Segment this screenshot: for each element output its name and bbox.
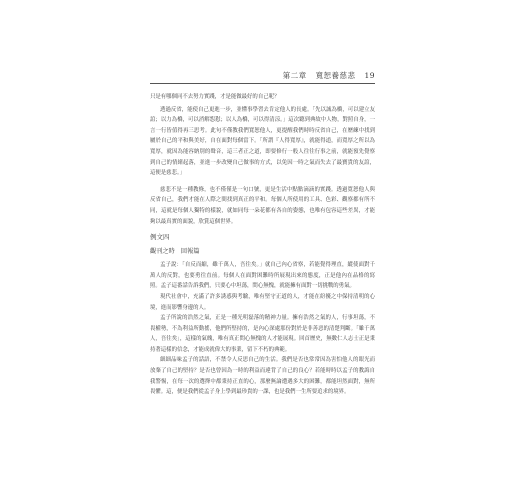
paragraph-2: 透過反省，能使自己更進一步，並懂事學習去肯定他人的長處。「先以誠為橋，可以建立友誼；以力為橋，可以消解怨懟；以人為橋，可以得清涼。」這次聽到典故中人物，對照自身，一言一行皆值得再三思考。此句不僅教我們寬恕他人，更提醒我們時時反省自己，在歷練中找到屬於自己的平和與美好，自在面對每個當下。「所謂『人得寬厚』，就能得道，而寬厚之所以為寬厚，就因為能容納別的聲音，這三者正之道，即要修行一般人往往行事之前，就能預先覺察到自己的情緒起落，並進一步改變自己做事的方式，以免因一時之氣而失去了最寶貴的友誼，這便是慈悲。」: [150, 106, 375, 177]
section-title: 例文四: [150, 233, 170, 242]
paragraph-7: 細細品味孟子的話語，不禁令人反思自己的生活。我們是否也常常因為害怕他人的眼光而放棄了自己的堅持？是否也曾因為一時的利益而違背了自己的良心？若能時時以孟子的教誨自我警惕，在每一次的選擇中都秉持正直的心，那麼無論遭遇多大的困難，都能坦然面對，無所畏懼。這，便是我們從孟子身上學到最珍貴的一課，也是我們一生所要追求的境界。: [150, 357, 375, 396]
running-header: [150, 70, 375, 81]
chapter-label: 第二章: [282, 71, 307, 80]
paragraph-3: 慈悲不是一種教條，也不僅僅是一句口號，更是生活中點點滴滴的實踐。透過寬恕他人與反省自己，我們才能在人際之間找到真正的平和。每個人所使用的工具、色彩、觀察都有所不同，這就是每個人獨特的樣貌，就如同每一朵花都有各自的姿態，也唯有包容這些差異，才能夠以最真實的面貌，欣賞這個世界。: [150, 186, 375, 225]
paragraph-1: 只是有哪個同不去努力實踐，才是能做最好的自己呢？: [150, 94, 280, 100]
page-number: 19: [364, 71, 375, 80]
paragraph-4: 孟子說：「自反而縮，雖千萬人，吾往矣。」就自己內心省察，若能覺得理直，縱使面對千萬人的反對，也要勇往直前。每個人在面對困難時所展現出來的態度，正是他內在品格的寫照。孟子這番話告訴我們，只要心中坦蕩，問心無愧，就能擁有面對一切挑戰的勇氣。: [150, 262, 375, 290]
paragraph-5: 現代社會中，充滿了許多誘惑與考驗，唯有堅守正道的人，才能在紛擾之中保持清明的心境，進而影響身邊的人。: [150, 293, 375, 311]
sub-title: 觀刊之時 回報篇: [150, 248, 200, 256]
header-rule: [150, 83, 375, 84]
paragraph-6: 孟子所說的浩然之氣，正是一種光明磊落的精神力量。擁有浩然之氣的人，行事坦蕩，不畏權勢，不為利益所動搖，他們所堅持的，是內心深處那份對於是非善惡的清楚判斷。「雖千萬人，吾往矣」，這樣的氣魄，唯有真正問心無愧的人才能展現。回首歷史，無數仁人志士正是秉持著這樣的信念，才能成就偉大的事業，留下不朽的典範。: [150, 315, 375, 353]
page-body: [150, 92, 375, 398]
chapter-title: 寬恕養慈悲: [315, 71, 356, 80]
